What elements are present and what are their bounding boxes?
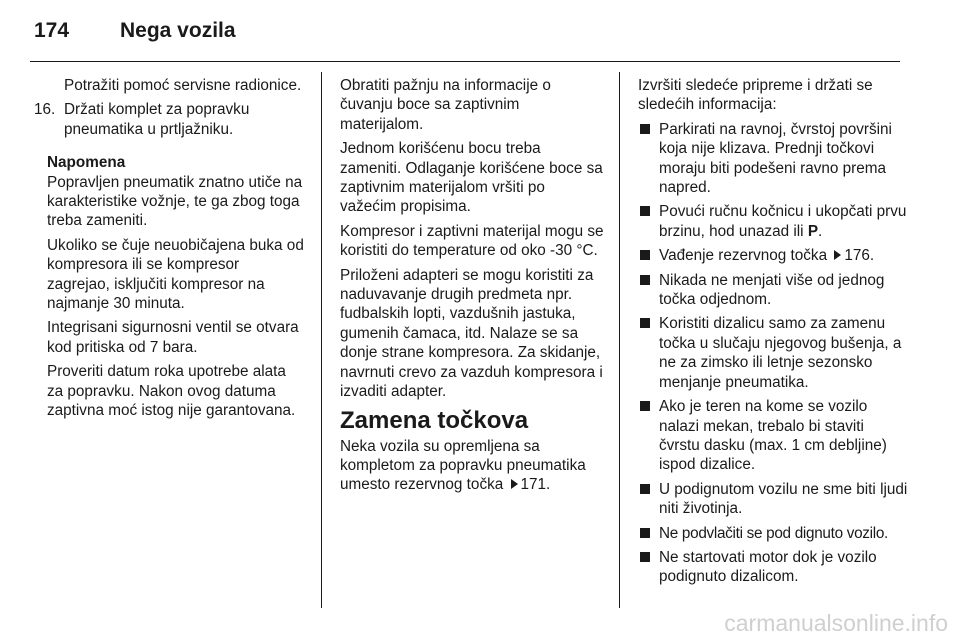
bullet-text-end: . [818,222,823,240]
bullet-text: Ako je teren na kome se vozilo nalazi mekan, trebalo bi staviti čvrstu dasku (max. 1 cm debljine) ispod dizalice. [659,398,887,474]
note-box [34,153,306,420]
bullet-text [659,202,908,241]
page-ref-arrow-icon [511,479,518,489]
intro-paragraph: Izvršiti sledeće pripreme i držati se sledećih informacija: [638,77,873,114]
column-divider-2 [619,72,620,608]
page-title: Nega vozila [120,19,236,42]
note-paragraph-1: Popravljen pneumatik znatno utiče na karakteristike vožnje, te ga zbog toga treba zameniti. [47,173,303,230]
page-ref-arrow-icon [834,250,841,260]
header-rule [30,61,900,62]
bullet-item [638,548,908,587]
bullet-item [638,524,908,543]
column-2 [340,76,605,500]
step-number: 16. [34,101,56,119]
page-ref-171[interactable]: 171. [520,476,551,494]
bullet-square-icon [640,552,650,562]
bullet-square-icon [640,124,650,134]
page-header [34,18,236,44]
bullet-text: Ne podvlačiti se pod dignuto vozilo. [659,524,888,542]
note-paragraph-4: Proveriti datum roka upotrebe alata za popravku. Nakon ovog datuma zaptivna moć istog nije garantovana. [47,363,296,420]
note-heading: Napomena [47,154,126,172]
column-divider-1 [321,72,322,608]
bullet-text-main: Povući ručnu kočnicu i ukopčati prvu brzinu, hod unazad ili [659,203,907,240]
bullet-square-icon [640,250,650,260]
gear-p-key: P [807,222,819,240]
paragraph-2: Jednom korišćenu bocu treba zameniti. Odlaganje korišćene boce sa zaptivnim materijalom vršiti po važećim propisima. [340,140,603,216]
bullet-item [638,246,908,265]
bullet-text: Ne startovati motor dok je vozilo podignuto dizalicom. [659,548,877,586]
paragraph-5 [340,437,605,495]
watermark: carmanualsonline.info [724,610,948,636]
bullet-text [659,246,874,265]
section-title: Zamena točkova [340,406,529,434]
bullet-text: Parkirati na ravnoj, čvrstoj površini koja nije klizava. Prednji točkovi moraju biti podešeni ravno prema napred. [659,120,892,197]
bullet-square-icon [640,318,650,328]
page-number: 174 [34,19,70,42]
paragraph-1: Obratiti pažnju na informacije o čuvanju boce sa zaptivnim materijalom. [340,77,551,133]
page-ref-176[interactable]: 176. [844,247,875,265]
note-paragraph-3: Integrisani sigurnosni ventil se otvara kod pritiska od 7 bara. [47,319,299,356]
step-text: Držati komplet za popravku pneumatika u prtljažniku. [64,101,250,138]
column-1 [34,76,306,426]
bullet-item [638,120,908,198]
bullet-text: Nikada ne menjati više od jednog točka odjednom. [659,271,885,309]
bullet-square-icon [640,528,650,538]
column-3 [638,76,908,592]
bullet-square-icon [640,401,650,411]
bullet-text-main: Vađenje rezervnog točka [659,247,828,265]
paragraph-5-text: Neka vozila su opremljena sa kompletom za popravku pneumatika umesto rezervnog točka [340,437,586,494]
paragraph-4: Priloženi adapteri se mogu koristiti za naduvavanje drugih predmeta npr. fudbalskih lopti, vazdušnih jastuka, gumenih čamaca, itd. Nalaze se sa donje strane kompresora. Za skidanje, navrnuti crevo za vazduh kompresora i izvaditi adapter. [340,266,603,401]
bullet-square-icon [640,275,650,285]
step-16 [34,100,306,144]
step-continuation: Potražiti pomoć servisne radionice. [64,77,302,94]
paragraph-3: Kompresor i zaptivni materijal mogu se koristiti do temperature od oko -30 °C. [340,222,604,260]
bullet-square-icon [640,206,650,216]
bullet-item [638,271,908,310]
bullet-text: U podignutom vozilu ne sme biti ljudi niti životinja. [659,480,908,518]
bullet-item [638,397,908,475]
bullet-text: Koristiti dizalicu samo za zamenu točka u slučaju njegovog bušenja, a ne za zimsko ili letnje sezonsko menjanje pneumatika. [659,315,902,391]
bullet-item [638,480,908,519]
bullet-item [638,202,908,241]
bullet-item [638,314,908,392]
bullet-square-icon [640,484,650,494]
note-paragraph-2: Ukoliko se čuje neuobičajena buka od kompresora ili se kompresor zagrejao, isključiti kompresor na najmanje 30 minuta. [47,236,304,313]
